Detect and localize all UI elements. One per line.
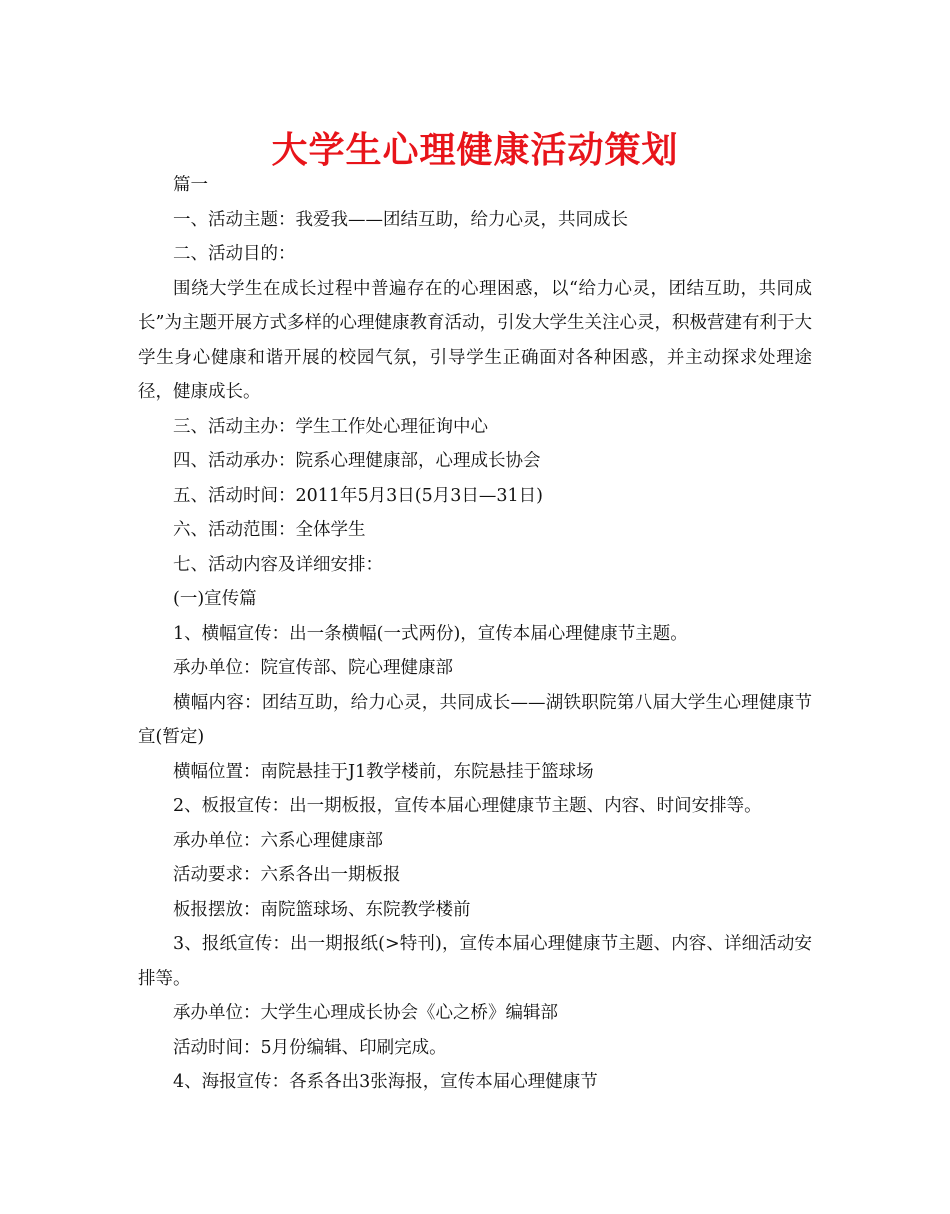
paragraph: (一)宣传篇	[173, 589, 257, 609]
paragraph: 横幅位置：南院悬挂于J1教学楼前，东院悬挂于篮球场	[173, 761, 594, 782]
paragraph: 承办单位：大学生心理成长协会《心之桥》编辑部	[173, 1003, 558, 1023]
paragraph: 围绕大学生在成长过程中普遍存在的心理困惑，以“给力心灵，团结互助，共同成长”为主题开展方式多样的心理健康教育活动，引发大学生关注心灵，积极营建有利于大学生身心健康和谐开展的校园气氛，引导学生正确面对各种困惑，并主动探求处理途径，健康成长。	[138, 278, 812, 402]
paragraph: 2、板报宣传：出一期板报，宣传本届心理健康节主题、内容、时间安排等。	[173, 796, 762, 816]
paragraph: 1、横幅宣传：出一条横幅(一式两份)，宣传本届心理健康节主题。	[173, 623, 688, 644]
paragraph: 三、活动主办：学生工作处心理征询中心	[173, 416, 488, 437]
paragraph: 横幅内容：团结互助，给力心灵，共同成长——湖铁职院第八届大学生心理健康节宣(暂定)	[138, 692, 812, 747]
paragraph: 活动时间：5月份编辑、印刷完成。	[173, 1037, 447, 1058]
paragraph: 活动要求：六系各出一期板报	[173, 865, 401, 885]
paragraph: 二、活动目的：	[173, 244, 296, 264]
document-title: 大学生心理健康活动策划	[271, 130, 679, 171]
paragraph: 承办单位：院宣传部、院心理健康部	[173, 658, 453, 678]
paragraph: 4、海报宣传：各系各出3张海报，宣传本届心理健康节	[173, 1072, 598, 1092]
paragraph: 五、活动时间：2011年5月3日(5月3日—31日)	[173, 485, 543, 506]
paragraph: 四、活动承办：院系心理健康部，心理成长协会	[173, 451, 541, 471]
paragraph: 篇一	[173, 175, 208, 195]
paragraph: 承办单位：六系心理健康部	[173, 830, 383, 851]
paragraph: 一、活动主题：我爱我——团结互助，给力心灵，共同成长	[173, 209, 628, 230]
paragraph: 七、活动内容及详细安排：	[173, 554, 383, 575]
document-body	[138, 168, 812, 1100]
paragraph: 3、报纸宣传：出一期报纸(>特刊)，宣传本届心理健康节主题、内容、详细活动安排等。	[138, 934, 812, 989]
paragraph: 六、活动范围：全体学生	[173, 520, 366, 540]
paragraph: 板报摆放：南院篮球场、东院教学楼前	[173, 899, 471, 920]
